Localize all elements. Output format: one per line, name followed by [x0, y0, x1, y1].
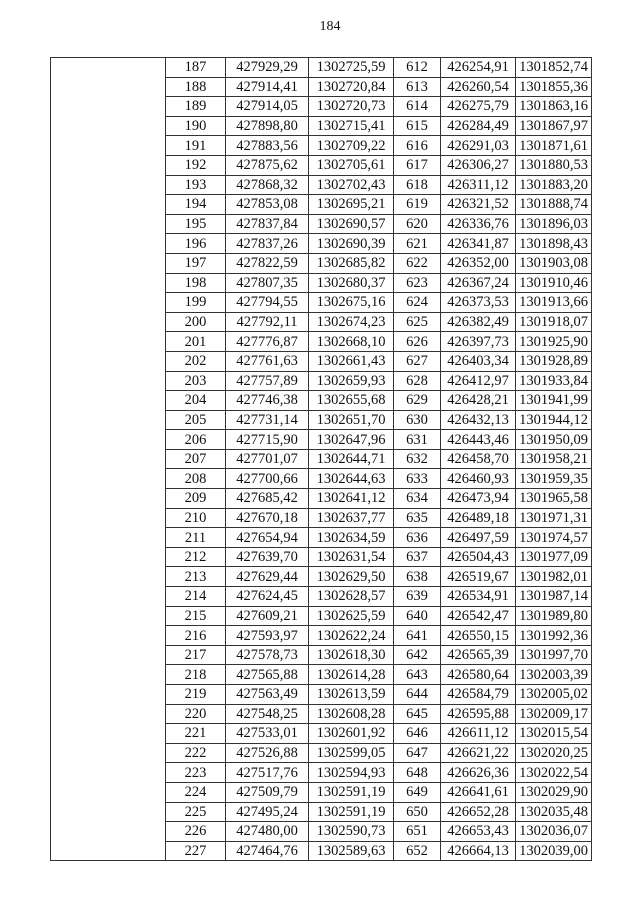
- point-number-b-cell: 616: [394, 136, 441, 156]
- point-number-b-cell: 652: [394, 841, 441, 861]
- x-coordinate-a-cell: 427807,35: [226, 273, 309, 293]
- y-coordinate-a-cell: 1302655,68: [309, 391, 394, 411]
- point-number-a-cell: 194: [166, 195, 226, 215]
- x-coordinate-b-cell: 426367,24: [441, 273, 516, 293]
- y-coordinate-b-cell: 1301855,36: [516, 77, 592, 97]
- x-coordinate-a-cell: 427853,08: [226, 195, 309, 215]
- y-coordinate-b-cell: 1302035,48: [516, 802, 592, 822]
- y-coordinate-b-cell: 1301898,43: [516, 234, 592, 254]
- point-number-a-cell: 215: [166, 606, 226, 626]
- y-coordinate-a-cell: 1302705,61: [309, 155, 394, 175]
- x-coordinate-b-cell: 426565,39: [441, 645, 516, 665]
- x-coordinate-a-cell: 427837,26: [226, 234, 309, 254]
- y-coordinate-b-cell: 1301958,21: [516, 449, 592, 469]
- point-number-a-cell: 189: [166, 97, 226, 117]
- y-coordinate-a-cell: 1302725,59: [309, 58, 394, 78]
- y-coordinate-b-cell: 1301910,46: [516, 273, 592, 293]
- point-number-b-cell: 639: [394, 587, 441, 607]
- point-number-b-cell: 626: [394, 332, 441, 352]
- point-number-b-cell: 613: [394, 77, 441, 97]
- point-number-a-cell: 219: [166, 685, 226, 705]
- y-coordinate-b-cell: 1302005,02: [516, 685, 592, 705]
- point-number-a-cell: 196: [166, 234, 226, 254]
- point-number-a-cell: 212: [166, 547, 226, 567]
- y-coordinate-a-cell: 1302641,12: [309, 489, 394, 509]
- y-coordinate-b-cell: 1301950,09: [516, 430, 592, 450]
- y-coordinate-a-cell: 1302631,54: [309, 547, 394, 567]
- y-coordinate-a-cell: 1302715,41: [309, 116, 394, 136]
- table-body: [51, 58, 592, 861]
- point-number-b-cell: 615: [394, 116, 441, 136]
- x-coordinate-a-cell: 427914,41: [226, 77, 309, 97]
- point-number-b-cell: 612: [394, 58, 441, 78]
- x-coordinate-a-cell: 427639,70: [226, 547, 309, 567]
- point-number-b-cell: 618: [394, 175, 441, 195]
- x-coordinate-a-cell: 427517,76: [226, 763, 309, 783]
- y-coordinate-a-cell: 1302675,16: [309, 293, 394, 313]
- x-coordinate-a-cell: 427731,14: [226, 410, 309, 430]
- point-number-a-cell: 216: [166, 626, 226, 646]
- point-number-b-cell: 623: [394, 273, 441, 293]
- x-coordinate-b-cell: 426550,15: [441, 626, 516, 646]
- point-number-b-cell: 641: [394, 626, 441, 646]
- y-coordinate-a-cell: 1302702,43: [309, 175, 394, 195]
- x-coordinate-a-cell: 427929,29: [226, 58, 309, 78]
- x-coordinate-b-cell: 426321,52: [441, 195, 516, 215]
- x-coordinate-b-cell: 426284,49: [441, 116, 516, 136]
- x-coordinate-b-cell: 426542,47: [441, 606, 516, 626]
- x-coordinate-b-cell: 426397,73: [441, 332, 516, 352]
- y-coordinate-a-cell: 1302614,28: [309, 665, 394, 685]
- x-coordinate-a-cell: 427700,66: [226, 469, 309, 489]
- x-coordinate-b-cell: 426489,18: [441, 508, 516, 528]
- y-coordinate-b-cell: 1301971,31: [516, 508, 592, 528]
- y-coordinate-b-cell: 1302029,90: [516, 782, 592, 802]
- point-number-a-cell: 206: [166, 430, 226, 450]
- x-coordinate-b-cell: 426519,67: [441, 567, 516, 587]
- point-number-b-cell: 638: [394, 567, 441, 587]
- x-coordinate-a-cell: 427609,21: [226, 606, 309, 626]
- point-number-b-cell: 640: [394, 606, 441, 626]
- x-coordinate-a-cell: 427685,42: [226, 489, 309, 509]
- y-coordinate-b-cell: 1301989,80: [516, 606, 592, 626]
- point-number-a-cell: 221: [166, 724, 226, 744]
- x-coordinate-a-cell: 427875,62: [226, 155, 309, 175]
- x-coordinate-b-cell: 426352,00: [441, 253, 516, 273]
- x-coordinate-b-cell: 426534,91: [441, 587, 516, 607]
- y-coordinate-b-cell: 1302020,25: [516, 743, 592, 763]
- y-coordinate-a-cell: 1302674,23: [309, 312, 394, 332]
- x-coordinate-b-cell: 426653,43: [441, 822, 516, 842]
- point-number-a-cell: 220: [166, 704, 226, 724]
- x-coordinate-a-cell: 427565,88: [226, 665, 309, 685]
- x-coordinate-b-cell: 426428,21: [441, 391, 516, 411]
- y-coordinate-a-cell: 1302647,96: [309, 430, 394, 450]
- y-coordinate-b-cell: 1301997,70: [516, 645, 592, 665]
- point-number-a-cell: 200: [166, 312, 226, 332]
- y-coordinate-a-cell: 1302668,10: [309, 332, 394, 352]
- point-number-a-cell: 190: [166, 116, 226, 136]
- y-coordinate-a-cell: 1302613,59: [309, 685, 394, 705]
- point-number-b-cell: 628: [394, 371, 441, 391]
- y-coordinate-b-cell: 1301987,14: [516, 587, 592, 607]
- point-number-a-cell: 193: [166, 175, 226, 195]
- x-coordinate-b-cell: 426412,97: [441, 371, 516, 391]
- y-coordinate-b-cell: 1301888,74: [516, 195, 592, 215]
- y-coordinate-a-cell: 1302625,59: [309, 606, 394, 626]
- table-row: [51, 58, 592, 78]
- y-coordinate-a-cell: 1302720,84: [309, 77, 394, 97]
- point-number-a-cell: 197: [166, 253, 226, 273]
- point-number-b-cell: 614: [394, 97, 441, 117]
- y-coordinate-b-cell: 1301928,89: [516, 351, 592, 371]
- y-coordinate-a-cell: 1302651,70: [309, 410, 394, 430]
- x-coordinate-b-cell: 426291,03: [441, 136, 516, 156]
- x-coordinate-a-cell: 427792,11: [226, 312, 309, 332]
- point-number-a-cell: 226: [166, 822, 226, 842]
- point-number-b-cell: 629: [394, 391, 441, 411]
- x-coordinate-a-cell: 427654,94: [226, 528, 309, 548]
- x-coordinate-b-cell: 426275,79: [441, 97, 516, 117]
- y-coordinate-b-cell: 1301896,03: [516, 214, 592, 234]
- x-coordinate-b-cell: 426611,12: [441, 724, 516, 744]
- x-coordinate-a-cell: 427794,55: [226, 293, 309, 313]
- x-coordinate-b-cell: 426443,46: [441, 430, 516, 450]
- x-coordinate-a-cell: 427629,44: [226, 567, 309, 587]
- x-coordinate-a-cell: 427509,79: [226, 782, 309, 802]
- point-number-b-cell: 632: [394, 449, 441, 469]
- x-coordinate-a-cell: 427624,45: [226, 587, 309, 607]
- point-number-a-cell: 201: [166, 332, 226, 352]
- point-number-a-cell: 222: [166, 743, 226, 763]
- point-number-a-cell: 191: [166, 136, 226, 156]
- point-number-b-cell: 617: [394, 155, 441, 175]
- point-number-b-cell: 633: [394, 469, 441, 489]
- y-coordinate-a-cell: 1302622,24: [309, 626, 394, 646]
- x-coordinate-b-cell: 426504,43: [441, 547, 516, 567]
- y-coordinate-a-cell: 1302618,30: [309, 645, 394, 665]
- x-coordinate-a-cell: 427715,90: [226, 430, 309, 450]
- y-coordinate-a-cell: 1302695,21: [309, 195, 394, 215]
- x-coordinate-b-cell: 426458,70: [441, 449, 516, 469]
- point-number-a-cell: 224: [166, 782, 226, 802]
- x-coordinate-b-cell: 426460,93: [441, 469, 516, 489]
- y-coordinate-b-cell: 1301933,84: [516, 371, 592, 391]
- point-number-b-cell: 642: [394, 645, 441, 665]
- y-coordinate-a-cell: 1302661,43: [309, 351, 394, 371]
- x-coordinate-b-cell: 426341,87: [441, 234, 516, 254]
- y-coordinate-b-cell: 1301974,57: [516, 528, 592, 548]
- point-number-b-cell: 637: [394, 547, 441, 567]
- x-coordinate-a-cell: 427480,00: [226, 822, 309, 842]
- y-coordinate-a-cell: 1302685,82: [309, 253, 394, 273]
- page-number: 184: [319, 19, 341, 34]
- x-coordinate-b-cell: 426621,22: [441, 743, 516, 763]
- x-coordinate-b-cell: 426580,64: [441, 665, 516, 685]
- point-number-a-cell: 209: [166, 489, 226, 509]
- x-coordinate-a-cell: 427837,84: [226, 214, 309, 234]
- point-number-b-cell: 645: [394, 704, 441, 724]
- x-coordinate-a-cell: 427578,73: [226, 645, 309, 665]
- point-number-b-cell: 619: [394, 195, 441, 215]
- y-coordinate-b-cell: 1301965,58: [516, 489, 592, 509]
- point-number-b-cell: 643: [394, 665, 441, 685]
- x-coordinate-a-cell: 427563,49: [226, 685, 309, 705]
- point-number-a-cell: 205: [166, 410, 226, 430]
- blank-merged-cell: [51, 58, 166, 861]
- point-number-a-cell: 187: [166, 58, 226, 78]
- y-coordinate-b-cell: 1301918,07: [516, 312, 592, 332]
- x-coordinate-a-cell: 427495,24: [226, 802, 309, 822]
- y-coordinate-b-cell: 1301977,09: [516, 547, 592, 567]
- point-number-a-cell: 192: [166, 155, 226, 175]
- y-coordinate-b-cell: 1301944,12: [516, 410, 592, 430]
- y-coordinate-a-cell: 1302594,93: [309, 763, 394, 783]
- x-coordinate-a-cell: 427593,97: [226, 626, 309, 646]
- y-coordinate-a-cell: 1302634,59: [309, 528, 394, 548]
- point-number-b-cell: 620: [394, 214, 441, 234]
- x-coordinate-b-cell: 426306,27: [441, 155, 516, 175]
- point-number-a-cell: 223: [166, 763, 226, 783]
- x-coordinate-a-cell: 427670,18: [226, 508, 309, 528]
- point-number-a-cell: 202: [166, 351, 226, 371]
- point-number-b-cell: 649: [394, 782, 441, 802]
- x-coordinate-b-cell: 426584,79: [441, 685, 516, 705]
- x-coordinate-a-cell: 427548,25: [226, 704, 309, 724]
- x-coordinate-a-cell: 427746,38: [226, 391, 309, 411]
- x-coordinate-b-cell: 426311,12: [441, 175, 516, 195]
- y-coordinate-a-cell: 1302690,39: [309, 234, 394, 254]
- y-coordinate-a-cell: 1302601,92: [309, 724, 394, 744]
- point-number-a-cell: 214: [166, 587, 226, 607]
- point-number-a-cell: 218: [166, 665, 226, 685]
- y-coordinate-a-cell: 1302608,28: [309, 704, 394, 724]
- point-number-b-cell: 622: [394, 253, 441, 273]
- y-coordinate-b-cell: 1301871,61: [516, 136, 592, 156]
- point-number-b-cell: 634: [394, 489, 441, 509]
- point-number-a-cell: 227: [166, 841, 226, 861]
- y-coordinate-b-cell: 1302003,39: [516, 665, 592, 685]
- point-number-b-cell: 631: [394, 430, 441, 450]
- y-coordinate-a-cell: 1302590,73: [309, 822, 394, 842]
- point-number-a-cell: 195: [166, 214, 226, 234]
- x-coordinate-a-cell: 427914,05: [226, 97, 309, 117]
- y-coordinate-b-cell: 1301941,99: [516, 391, 592, 411]
- point-number-b-cell: 624: [394, 293, 441, 313]
- y-coordinate-a-cell: 1302709,22: [309, 136, 394, 156]
- point-number-a-cell: 210: [166, 508, 226, 528]
- y-coordinate-b-cell: 1301867,97: [516, 116, 592, 136]
- y-coordinate-b-cell: 1301852,74: [516, 58, 592, 78]
- x-coordinate-b-cell: 426652,28: [441, 802, 516, 822]
- x-coordinate-b-cell: 426254,91: [441, 58, 516, 78]
- point-number-a-cell: 211: [166, 528, 226, 548]
- y-coordinate-a-cell: 1302599,05: [309, 743, 394, 763]
- x-coordinate-a-cell: 427533,01: [226, 724, 309, 744]
- y-coordinate-a-cell: 1302591,19: [309, 782, 394, 802]
- y-coordinate-b-cell: 1301982,01: [516, 567, 592, 587]
- point-number-b-cell: 627: [394, 351, 441, 371]
- point-number-b-cell: 635: [394, 508, 441, 528]
- x-coordinate-a-cell: 427868,32: [226, 175, 309, 195]
- y-coordinate-b-cell: 1301903,08: [516, 253, 592, 273]
- x-coordinate-b-cell: 426382,49: [441, 312, 516, 332]
- point-number-b-cell: 621: [394, 234, 441, 254]
- x-coordinate-b-cell: 426473,94: [441, 489, 516, 509]
- x-coordinate-b-cell: 426641,61: [441, 782, 516, 802]
- y-coordinate-b-cell: 1302036,07: [516, 822, 592, 842]
- point-number-a-cell: 217: [166, 645, 226, 665]
- y-coordinate-a-cell: 1302629,50: [309, 567, 394, 587]
- x-coordinate-b-cell: 426260,54: [441, 77, 516, 97]
- coordinates-table: [50, 57, 592, 861]
- y-coordinate-a-cell: 1302680,37: [309, 273, 394, 293]
- x-coordinate-a-cell: 427822,59: [226, 253, 309, 273]
- point-number-b-cell: 636: [394, 528, 441, 548]
- x-coordinate-a-cell: 427761,63: [226, 351, 309, 371]
- point-number-a-cell: 207: [166, 449, 226, 469]
- point-number-a-cell: 199: [166, 293, 226, 313]
- y-coordinate-a-cell: 1302628,57: [309, 587, 394, 607]
- y-coordinate-a-cell: 1302644,63: [309, 469, 394, 489]
- y-coordinate-b-cell: 1301992,36: [516, 626, 592, 646]
- point-number-b-cell: 625: [394, 312, 441, 332]
- point-number-b-cell: 648: [394, 763, 441, 783]
- x-coordinate-b-cell: 426432,13: [441, 410, 516, 430]
- point-number-a-cell: 213: [166, 567, 226, 587]
- y-coordinate-b-cell: 1301925,90: [516, 332, 592, 352]
- x-coordinate-a-cell: 427883,56: [226, 136, 309, 156]
- x-coordinate-b-cell: 426626,36: [441, 763, 516, 783]
- point-number-b-cell: 651: [394, 822, 441, 842]
- point-number-a-cell: 225: [166, 802, 226, 822]
- point-number-a-cell: 198: [166, 273, 226, 293]
- point-number-b-cell: 647: [394, 743, 441, 763]
- x-coordinate-b-cell: 426497,59: [441, 528, 516, 548]
- x-coordinate-a-cell: 427526,88: [226, 743, 309, 763]
- x-coordinate-b-cell: 426664,13: [441, 841, 516, 861]
- y-coordinate-a-cell: 1302591,19: [309, 802, 394, 822]
- x-coordinate-a-cell: 427701,07: [226, 449, 309, 469]
- x-coordinate-a-cell: 427757,89: [226, 371, 309, 391]
- point-number-a-cell: 208: [166, 469, 226, 489]
- x-coordinate-b-cell: 426336,76: [441, 214, 516, 234]
- y-coordinate-b-cell: 1301959,35: [516, 469, 592, 489]
- point-number-b-cell: 650: [394, 802, 441, 822]
- x-coordinate-b-cell: 426403,34: [441, 351, 516, 371]
- y-coordinate-a-cell: 1302644,71: [309, 449, 394, 469]
- x-coordinate-b-cell: 426595,88: [441, 704, 516, 724]
- point-number-a-cell: 188: [166, 77, 226, 97]
- y-coordinate-a-cell: 1302720,73: [309, 97, 394, 117]
- point-number-b-cell: 644: [394, 685, 441, 705]
- point-number-a-cell: 203: [166, 371, 226, 391]
- y-coordinate-a-cell: 1302589,63: [309, 841, 394, 861]
- y-coordinate-a-cell: 1302659,93: [309, 371, 394, 391]
- x-coordinate-a-cell: 427776,87: [226, 332, 309, 352]
- y-coordinate-b-cell: 1301880,53: [516, 155, 592, 175]
- x-coordinate-b-cell: 426373,53: [441, 293, 516, 313]
- x-coordinate-a-cell: 427898,80: [226, 116, 309, 136]
- y-coordinate-b-cell: 1302009,17: [516, 704, 592, 724]
- y-coordinate-b-cell: 1302015,54: [516, 724, 592, 744]
- y-coordinate-b-cell: 1301883,20: [516, 175, 592, 195]
- point-number-a-cell: 204: [166, 391, 226, 411]
- y-coordinate-b-cell: 1301863,16: [516, 97, 592, 117]
- point-number-b-cell: 630: [394, 410, 441, 430]
- y-coordinate-b-cell: 1302039,00: [516, 841, 592, 861]
- point-number-b-cell: 646: [394, 724, 441, 744]
- y-coordinate-b-cell: 1301913,66: [516, 293, 592, 313]
- y-coordinate-a-cell: 1302690,57: [309, 214, 394, 234]
- x-coordinate-a-cell: 427464,76: [226, 841, 309, 861]
- y-coordinate-b-cell: 1302022,54: [516, 763, 592, 783]
- y-coordinate-a-cell: 1302637,77: [309, 508, 394, 528]
